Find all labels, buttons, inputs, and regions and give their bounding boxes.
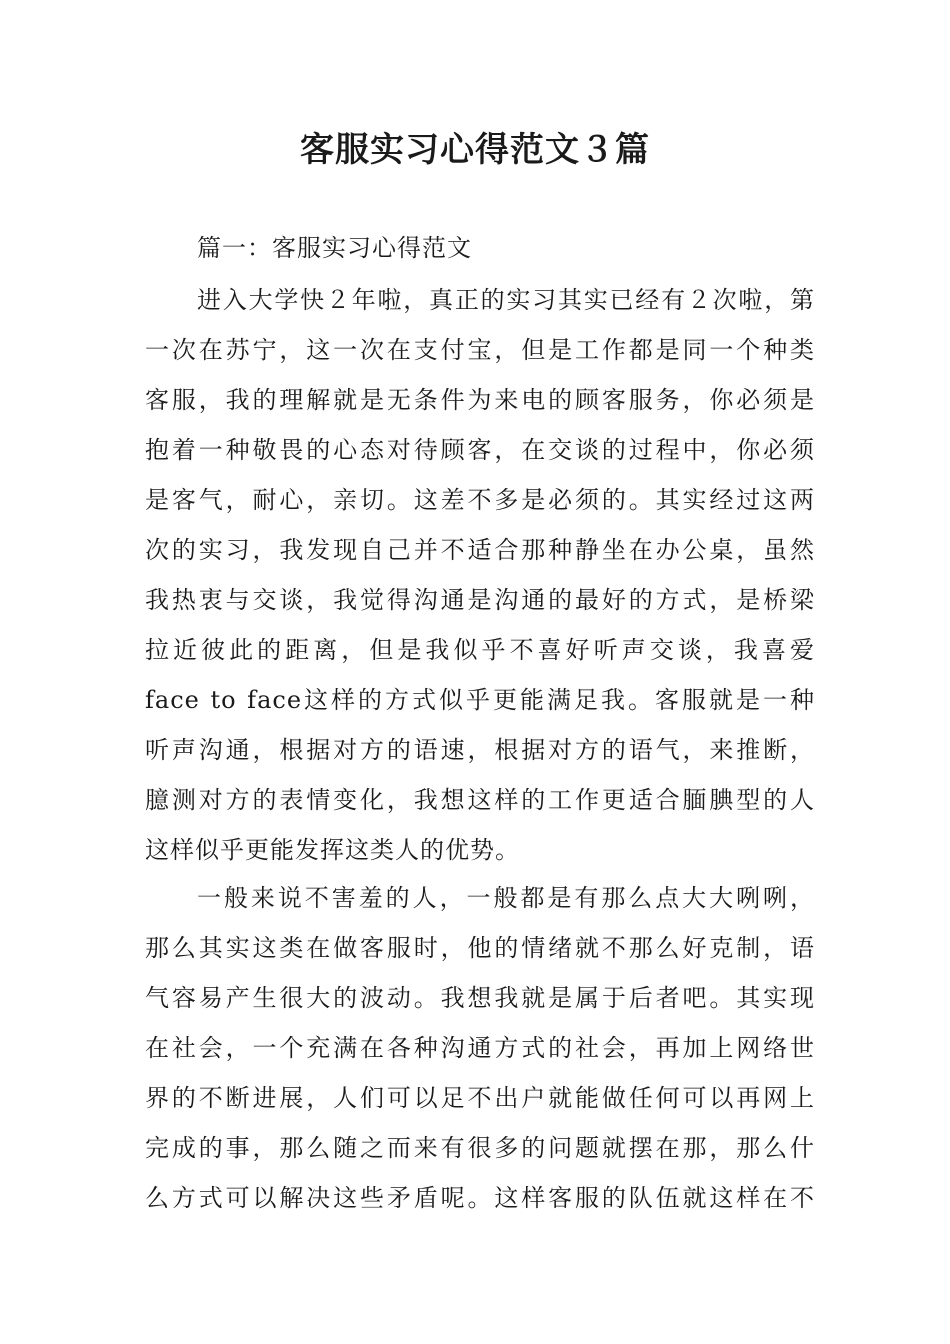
text-line: 那么其实这类在做客服时，他的情绪就不那么好克制，语: [145, 934, 815, 962]
text-line: 气容易产生很大的波动。我想我就是属于后者吧。其实现: [145, 984, 815, 1012]
text-line: 么方式可以解决这些矛盾呢。这样客服的队伍就这样在不: [145, 1184, 815, 1212]
text-line: 我热衷与交谈，我觉得沟通是沟通的最好的方式，是桥梁: [145, 586, 815, 614]
text-line: 一次在苏宁，这一次在支付宝，但是工作都是同一个种类: [145, 336, 815, 364]
text-line: 听声沟通，根据对方的语速，根据对方的语气，来推断，: [145, 736, 815, 764]
text-line: 臆测对方的表情变化，我想这样的工作更适合腼腆型的人: [145, 786, 815, 814]
text-line: 这样似乎更能发挥这类人的优势。: [145, 836, 520, 864]
text-line: 抱着一种敬畏的心态对待顾客，在交谈的过程中，你必须: [145, 436, 815, 464]
text-line: 是客气，耐心，亲切。这差不多是必须的。其实经过这两: [145, 486, 815, 514]
text-line: 客服，我的理解就是无条件为来电的顾客服务，你必须是: [145, 386, 815, 414]
text-line: face to face这样的方式似乎更能满足我。客服就是一种: [145, 686, 815, 714]
text-line: 界的不断进展，人们可以足不出户就能做任何可以再网上: [145, 1084, 815, 1112]
text-line: 进入大学快２年啦，真正的实习其实已经有２次啦，第: [197, 286, 815, 314]
text-line: 一般来说不害羞的人，一般都是有那么点大大咧咧，: [197, 884, 815, 912]
text-line: 次的实习，我发现自己并不适合那种静坐在办公桌，虽然: [145, 536, 815, 564]
document-title: 客服实习心得范文３篇: [300, 130, 650, 170]
paragraph-1: [145, 275, 815, 875]
text-line: 完成的事，那么随之而来有很多的问题就摆在那，那么什: [145, 1134, 815, 1162]
text-line: 拉近彼此的距离，但是我似乎不喜好听声交谈，我喜爱: [145, 636, 815, 664]
text-line: 在社会，一个充满在各种沟通方式的社会，再加上网络世: [145, 1034, 815, 1062]
section-heading: 篇一：客服实习心得范文: [197, 234, 472, 262]
paragraph-2: [145, 873, 815, 1223]
